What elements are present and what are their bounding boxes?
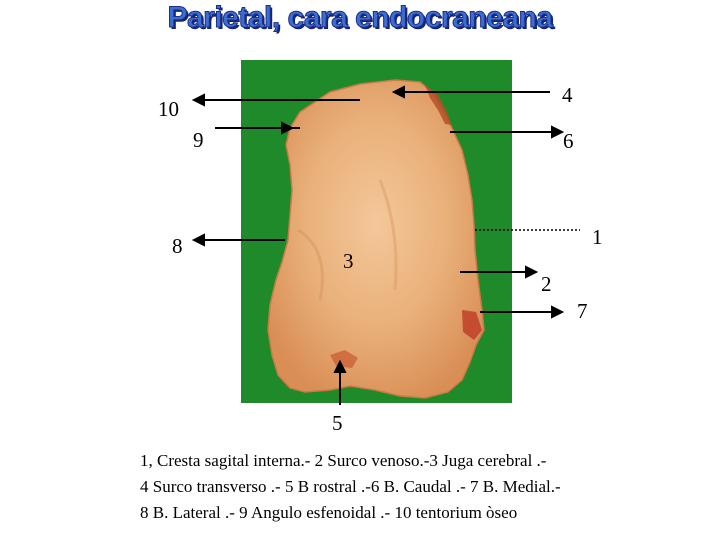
bone-specimen xyxy=(268,80,484,398)
caption-line-1: 1, Cresta sagital interna.- 2 Surco venoso.-3 Juga cerebral .- xyxy=(140,451,547,470)
label-6: 6 xyxy=(563,129,574,153)
caption-line-3: 8 B. Lateral .- 9 Angulo esfenoidal .- 10 tentorium òseo xyxy=(140,503,518,522)
label-9: 9 xyxy=(193,128,204,152)
legend-caption xyxy=(140,448,700,526)
caption-line-2: 4 Surco transverso .- 5 B rostral .-6 B. Caudal .- 7 B. Medial.- xyxy=(140,477,561,496)
label-2: 2 xyxy=(541,272,552,296)
label-8: 8 xyxy=(172,234,183,258)
label-5: 5 xyxy=(332,411,343,435)
label-7: 7 xyxy=(577,299,588,323)
label-10: 10 xyxy=(158,97,179,121)
slide-title: Parietal, cara endocraneana xyxy=(167,1,553,34)
label-1: 1 xyxy=(592,225,603,249)
label-3: 3 xyxy=(343,249,354,273)
label-4: 4 xyxy=(562,83,573,107)
